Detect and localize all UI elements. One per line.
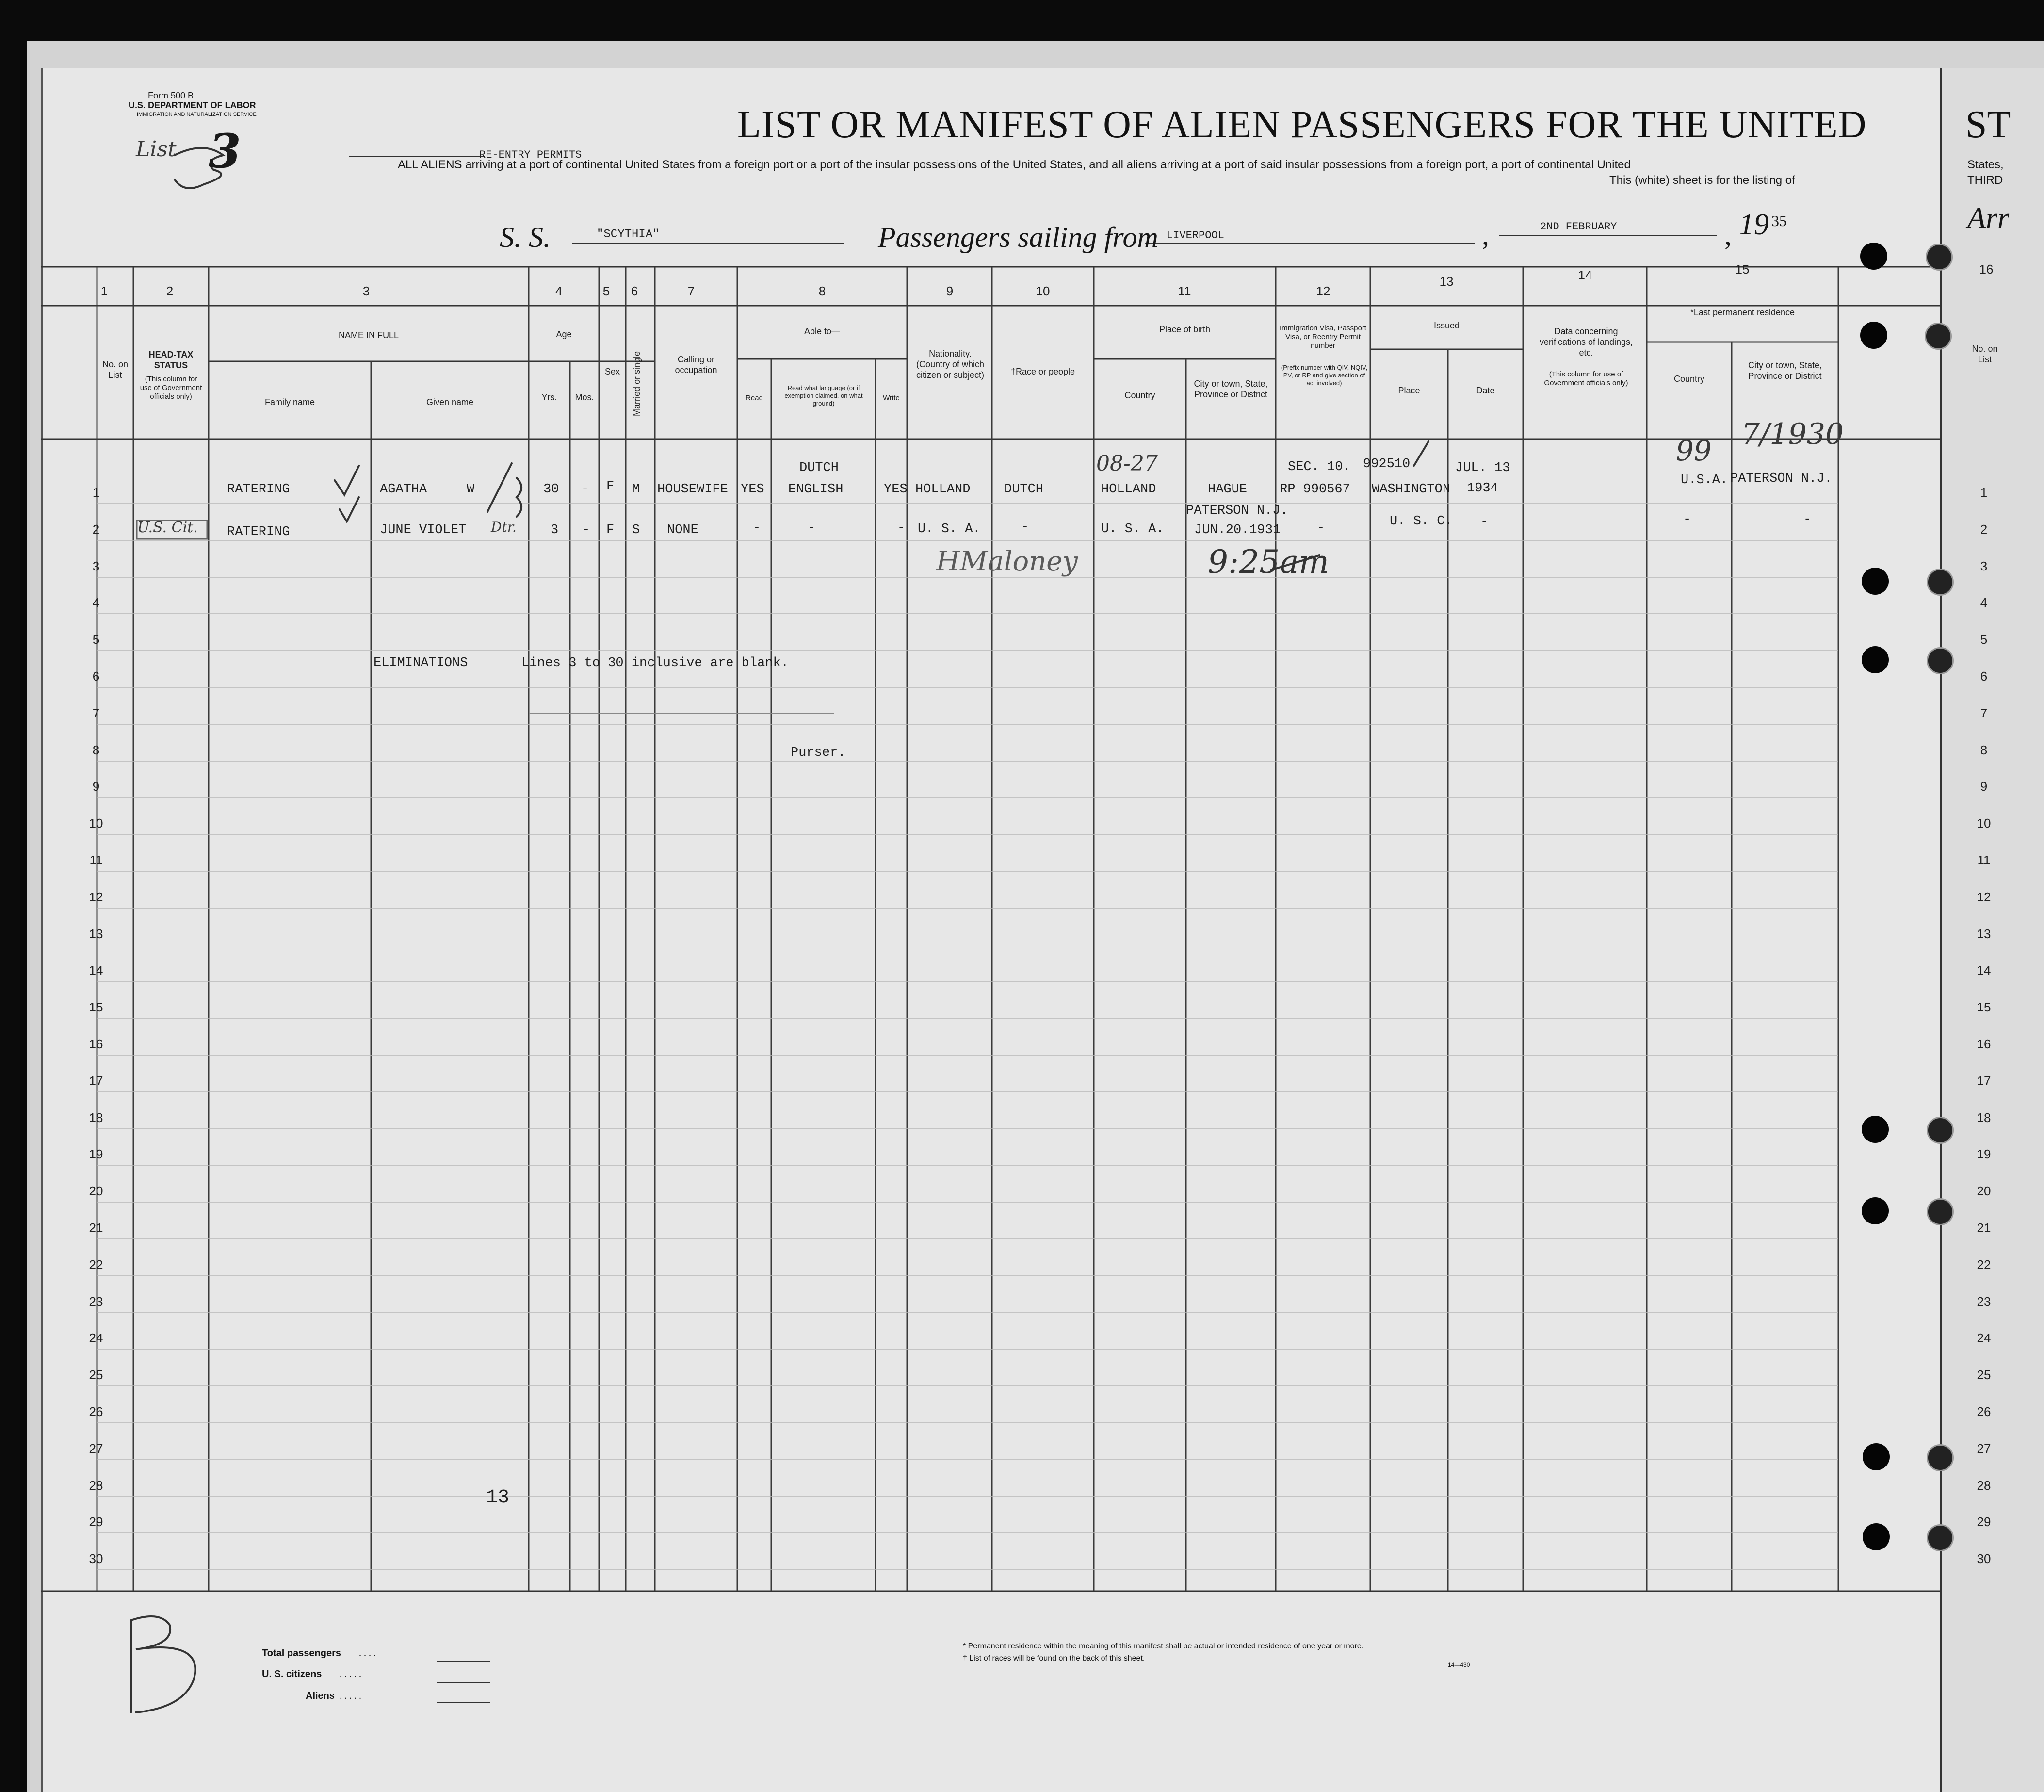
- punch-hole: [1927, 569, 1954, 596]
- punch-hole: [1862, 1197, 1889, 1224]
- col-right-no: No. on List: [1972, 344, 1998, 364]
- title-right-fragment: ST: [1965, 103, 2011, 146]
- eliminations-label: ELIMINATIONS: [373, 656, 468, 670]
- col-birth-city: City or town, State, Province or District: [1194, 379, 1268, 399]
- can-read: -: [753, 521, 761, 536]
- manifest-subtitle: ALL ALIENS arriving at a port of continental United States from a foreign port or a port of the insular possessions of the United States, and all aliens arriving at a port of said insular possessions from a foreign port, a port of continental United: [398, 158, 1631, 171]
- departure-port: LIVERPOOL: [1167, 229, 1224, 242]
- row-number: 14: [89, 963, 103, 977]
- col-yrs: Yrs.: [541, 392, 557, 402]
- row-number-right: 28: [1977, 1478, 1991, 1493]
- col-res-city: City or town, State, Province or District: [1748, 360, 1822, 381]
- col-num: 10: [1036, 284, 1050, 298]
- age-years: 3: [551, 523, 559, 538]
- row-number: 8: [92, 743, 100, 757]
- residence-country: U.S.A.: [1681, 473, 1728, 488]
- row-number: 1: [92, 485, 100, 500]
- birth-city: PATERSON N.J.: [1186, 504, 1288, 518]
- can-read: YES: [741, 482, 764, 497]
- col-num: 14: [1578, 268, 1592, 282]
- family-name: RATERING: [227, 525, 290, 539]
- row-number: 9: [92, 779, 100, 794]
- footnote-code: 14—430: [1448, 1662, 1470, 1668]
- row-number-right: 21: [1977, 1221, 1991, 1235]
- col-head-tax-note: (This column for use of Government officials only): [140, 375, 202, 401]
- marital-status: S: [632, 523, 640, 538]
- language: -: [808, 521, 816, 536]
- col-able-to: Able to—: [804, 326, 841, 336]
- col-num: 13: [1439, 274, 1454, 289]
- footnote-races: † List of races will be found on the back of this sheet.: [963, 1654, 1145, 1662]
- col-read-language: Read what language (or if exemption claimed, on what ground): [784, 384, 863, 407]
- col-write: Write: [883, 394, 900, 402]
- row-number-right: 2: [1980, 522, 1988, 537]
- punch-hole: [1925, 323, 1952, 350]
- language-1: DUTCH: [799, 461, 839, 475]
- row-number-right: 1: [1980, 485, 1988, 500]
- visa: -: [1317, 521, 1325, 536]
- row-number-right: 10: [1977, 816, 1991, 831]
- col-visa: Immigration Visa, Passport Visa, or Reentry Permit number: [1280, 324, 1366, 350]
- row-number-right: 12: [1977, 890, 1991, 904]
- punch-hole: [1927, 1444, 1954, 1471]
- col-res-country: Country: [1673, 374, 1705, 384]
- issue-place: U. S. C.: [1390, 514, 1453, 529]
- punch-hole: [1863, 1443, 1890, 1470]
- col-family-name: Family name: [264, 397, 315, 407]
- row-number-right: 3: [1980, 559, 1988, 573]
- birth-city: HAGUE: [1208, 482, 1248, 497]
- reentry-permits: RE-ENTRY PERMITS: [479, 149, 582, 161]
- punch-hole: [1927, 647, 1954, 674]
- col-given-name: Given name: [426, 397, 474, 407]
- inspector-signature: HMaloney: [936, 546, 1078, 577]
- col-nationality: Nationality. (Country of which citizen or subject): [916, 349, 985, 380]
- col-issued-place: Place: [1398, 386, 1420, 395]
- row-number: 18: [89, 1110, 103, 1125]
- head-tax-status: U.S. Cit.: [137, 519, 198, 536]
- col-race: †Race or people: [1010, 367, 1075, 376]
- col-num: 11: [1178, 284, 1191, 298]
- annotation-08-27: 08-27: [1096, 451, 1158, 476]
- row-number-right: 18: [1977, 1110, 1991, 1125]
- age-months: -: [581, 482, 589, 497]
- row-number-right: 30: [1977, 1551, 1991, 1566]
- row-number-right: 4: [1980, 595, 1988, 610]
- col-num: 6: [631, 284, 638, 298]
- sex: F: [606, 479, 615, 494]
- row-number: 7: [92, 706, 100, 720]
- col-num: 1: [100, 284, 108, 298]
- annotation-time: 9:25am: [1208, 543, 1330, 581]
- row-number: 2: [92, 522, 100, 537]
- punch-hole: [1860, 243, 1887, 270]
- punch-hole: [1862, 568, 1889, 595]
- row-number-right: 14: [1977, 963, 1991, 977]
- visa-number: 992510: [1363, 457, 1411, 472]
- row-number: 24: [89, 1331, 103, 1345]
- us-citizens-label: U. S. citizens: [262, 1669, 322, 1679]
- col-num: 12: [1316, 284, 1330, 298]
- col-issued: Issued: [1433, 321, 1460, 330]
- family-name: RATERING: [227, 482, 290, 497]
- row-number: 30: [89, 1551, 103, 1566]
- row-number: 6: [92, 669, 100, 684]
- punch-hole: [1927, 1524, 1954, 1551]
- col-num: 9: [946, 284, 954, 298]
- col-num: 2: [166, 284, 174, 298]
- row-number-right: 13: [1977, 927, 1991, 941]
- punch-hole: [1927, 1117, 1954, 1144]
- sailing-label: Passengers sailing from: [878, 221, 1158, 253]
- row-number-right: 17: [1977, 1074, 1991, 1088]
- col-calling: Calling or occupation: [675, 355, 717, 375]
- col-data-note: (This column for use of Government officials only): [1544, 370, 1628, 387]
- row-number-right: 16: [1977, 1037, 1991, 1051]
- birth-country: U. S. A.: [1101, 522, 1164, 537]
- given-name: JUNE VIOLET: [380, 523, 467, 538]
- form-number: Form 500 B: [148, 91, 194, 100]
- row-number: 21: [89, 1221, 103, 1235]
- manifest-page: Form 500 B U.S. DEPARTMENT OF LABOR IMMIGRATION AND NATURALIZATION SERVICE List 3 RE-ENTRY PERMITS LIST OR MANIFEST OF ALIEN PASSENGERS FOR THE UNITED ST ALL ALIENS arriving at a port of continental United States from a foreign port or a port of the insular possessions of the United States, and all aliens arriving at a port of said insular possessions from a foreign port, a port of continental United This (white) sheet is for the listing of States, THIRD S. S. "SCYTHIA" Passengers sailing from LIVERPOOL , 2ND FEBRUARY , 19 35 Arr 1 2 3 4 5 6 7 8 9 10 11 12 13 14 15 16 No. on List HEAD-TAX STATUS (This column for use of Government officials only) NAME IN FULL Family name Given name Age Yrs. Mos. Sex Married or single Calling or occupation Able to— Read Read what language (or if exemption claimed, on what ground) Write Nationality. (Country of which citizen or subject) †Race or people Place of birth Country City or town, State, Province or District Immigration Visa, Passport Visa, or Reentry Permit number (Prefix number with QIV, NQIV, PV, or RP and give section of act involved) Issued Place Date Data concerning verifications of landings, etc. (This column for use of Government officials only) *Last permanent residence Country City or town, State, Province or District No. on List 1 2 3 4 5 6 7 8 9 10 11 12 13 14 15 16 17 18 19 20 21 22 23 24 25 26 27 28 29 30 1 2 3 4 5 6 7 8 9 10 11 12 13 14 15 16 17 18 19 20 21 22 23 24 25 26 27 28 29 30 RATERING AGATHA W 30 - F M HOUSEWIFE YES DUTCH ENGLISH YES HOLLAND DUTCH HOLLAND HAGUE SEC. 10. 992510 RP 990567 WASHINGTON JUL. 13 1934 U.S.A. PATERSON N.J. U.S. Cit. RATERING JUNE VIOLET 3 - F S NONE - - - U. S. A. - U. S. A. PATERSON N.J. JUN.20.1931 - U. S. C. - - - 08-27 99 7/1930 Dtr. HMaloney 9:25am 13 ELIMINATIONS Lines 3 to 30 inclusive are blank. Purser. Total passengers . . . . U. S. citizens . . . . . Aliens . . . . . * Permanent residence within the meaning of this manifest shall be actual or intended residence of one year or more. † List of races will be found on the back of this sheet. 14—430: [0, 0, 2044, 1792]
- row-number-right: 24: [1977, 1331, 1991, 1345]
- sheet-note: This (white) sheet is for the listing of: [1609, 174, 1795, 187]
- col-last-residence: *Last permanent residence: [1690, 308, 1795, 317]
- row-number: 20: [89, 1184, 103, 1198]
- right-third: THIRD: [1967, 174, 2003, 187]
- col-age: Age: [556, 329, 572, 339]
- row-number: 25: [89, 1368, 103, 1382]
- row-number: 26: [89, 1404, 103, 1419]
- row-number-right: 25: [1977, 1368, 1991, 1382]
- col-num: 7: [687, 284, 695, 298]
- col-visa-note: (Prefix number with QIV, NQIV, PV, or RP and give section of act involved): [1281, 364, 1368, 387]
- visa-section: SEC. 10.: [1288, 460, 1351, 474]
- row-number-right: 29: [1977, 1515, 1991, 1529]
- race: -: [1021, 520, 1029, 535]
- row-number: 23: [89, 1294, 103, 1309]
- col-read: Read: [746, 394, 763, 402]
- col-issued-date: Date: [1476, 386, 1495, 395]
- list-number: 3: [209, 124, 241, 179]
- row-number-right: 9: [1980, 779, 1988, 794]
- manifest-title: LIST OR MANIFEST OF ALIEN PASSENGERS FOR THE UNITED: [737, 103, 1867, 146]
- row-number: 11: [89, 853, 103, 867]
- birth-date: JUN.20.1931: [1194, 523, 1281, 538]
- issue-date-day: JUL. 13: [1455, 461, 1510, 475]
- row-number-right: 8: [1980, 743, 1988, 757]
- birth-country: HOLLAND: [1101, 482, 1156, 497]
- residence-city: -: [1803, 512, 1812, 527]
- punch-hole: [1927, 1198, 1954, 1225]
- annotation-dtr: Dtr.: [491, 519, 517, 535]
- sailing-date: 2ND FEBRUARY: [1540, 221, 1617, 233]
- eliminations-text: Lines 3 to 30 inclusive are blank.: [521, 656, 789, 670]
- occupation: NONE: [667, 523, 698, 538]
- annotation-residence-date: 7/1930: [1741, 417, 1844, 451]
- issue-date: -: [1480, 515, 1489, 530]
- purser-signature-line: [529, 701, 834, 714]
- punch-hole: [1863, 1523, 1890, 1550]
- row-number: 28: [89, 1478, 103, 1493]
- col-place-of-birth: Place of birth: [1159, 325, 1211, 334]
- row-number-right: 23: [1977, 1294, 1991, 1309]
- col-num: 3: [362, 284, 370, 298]
- right-states: States,: [1967, 158, 2004, 171]
- row-number-right: 7: [1980, 706, 1988, 720]
- col-num: 4: [555, 284, 563, 298]
- residence-country: -: [1683, 512, 1691, 527]
- col-num: 5: [602, 284, 610, 298]
- row-number: 22: [89, 1257, 103, 1272]
- col-no-on-list: No. on List: [102, 359, 129, 380]
- ship-name: "SCYTHIA": [597, 228, 660, 241]
- row-number: 19: [89, 1147, 103, 1161]
- annotation-b: [46, 1601, 125, 1725]
- col-num: 15: [1735, 262, 1750, 277]
- annotation-99: 99: [1676, 434, 1712, 467]
- row-number-right: 22: [1977, 1257, 1991, 1272]
- punch-hole: [1926, 244, 1953, 271]
- col-num: 16: [1979, 262, 1994, 277]
- nationality: HOLLAND: [915, 482, 971, 497]
- row-number: 16: [89, 1037, 103, 1051]
- nationality: U. S. A.: [918, 522, 981, 537]
- row-number-right: 27: [1977, 1441, 1991, 1456]
- issue-date-year: 1934: [1467, 481, 1498, 496]
- year-prefix: 19: [1739, 208, 1769, 241]
- row-number: 5: [92, 632, 100, 647]
- punch-hole: [1862, 1116, 1889, 1143]
- annotation-13: 13: [486, 1487, 510, 1509]
- row-number: 12: [89, 890, 103, 904]
- row-number-right: 11: [1977, 853, 1991, 867]
- race: DUTCH: [1004, 482, 1044, 497]
- age-years: 30: [543, 482, 559, 497]
- language-2: ENGLISH: [788, 482, 844, 497]
- col-data-concerning: Data concerning verifications of landings, etc.: [1539, 326, 1633, 358]
- list-label: List: [136, 137, 177, 162]
- row-number-right: 6: [1980, 669, 1988, 684]
- can-write: -: [897, 521, 906, 536]
- issue-place: WASHINGTON: [1372, 482, 1451, 497]
- aliens-label: Aliens: [306, 1691, 335, 1701]
- col-name-in-full: NAME IN FULL: [338, 330, 399, 340]
- residence-city: PATERSON N.J.: [1730, 472, 1833, 486]
- given-name: AGATHA: [380, 482, 427, 497]
- row-number: 29: [89, 1515, 103, 1529]
- arrival-label: Arr: [1967, 202, 2010, 235]
- can-write: YES: [884, 482, 908, 497]
- row-number-right: 20: [1977, 1184, 1991, 1198]
- row-number-right: 26: [1977, 1404, 1991, 1419]
- sex: F: [606, 523, 615, 538]
- department: U.S. DEPARTMENT OF LABOR: [129, 100, 256, 110]
- row-number: 4: [92, 595, 100, 610]
- year-suffix: 35: [1771, 212, 1787, 229]
- age-months: -: [582, 523, 590, 538]
- marital-status: M: [632, 482, 640, 497]
- punch-hole: [1860, 322, 1887, 349]
- row-number: 3: [92, 559, 100, 573]
- row-number: 13: [89, 927, 103, 941]
- ss-label: S. S.: [500, 221, 551, 253]
- punch-hole: [1862, 646, 1889, 673]
- row-number-right: 19: [1977, 1147, 1991, 1161]
- row-number: 15: [89, 1000, 103, 1014]
- col-mos: Mos.: [575, 392, 594, 402]
- service: IMMIGRATION AND NATURALIZATION SERVICE: [137, 112, 257, 117]
- row-number: 27: [89, 1441, 103, 1456]
- row-number: 17: [89, 1074, 103, 1088]
- footnote-residence: * Permanent residence within the meaning of this manifest shall be actual or intended residence of one year or more.: [963, 1642, 1364, 1650]
- purser-label: Purser.: [791, 746, 846, 760]
- col-num: 8: [818, 284, 826, 298]
- row-number-right: 5: [1980, 632, 1988, 647]
- total-passengers-label: Total passengers: [262, 1648, 341, 1659]
- occupation: HOUSEWIFE: [657, 482, 728, 497]
- row-number-right: 15: [1977, 1000, 1991, 1014]
- col-birth-country: Country: [1124, 391, 1155, 400]
- col-married: Married or single: [632, 351, 642, 417]
- col-head-tax: HEAD-TAX STATUS: [148, 350, 194, 370]
- reentry-permit: RP 990567: [1280, 482, 1350, 497]
- row-number: 10: [89, 816, 103, 831]
- middle-initial: W: [467, 482, 475, 497]
- col-sex: Sex: [604, 367, 620, 376]
